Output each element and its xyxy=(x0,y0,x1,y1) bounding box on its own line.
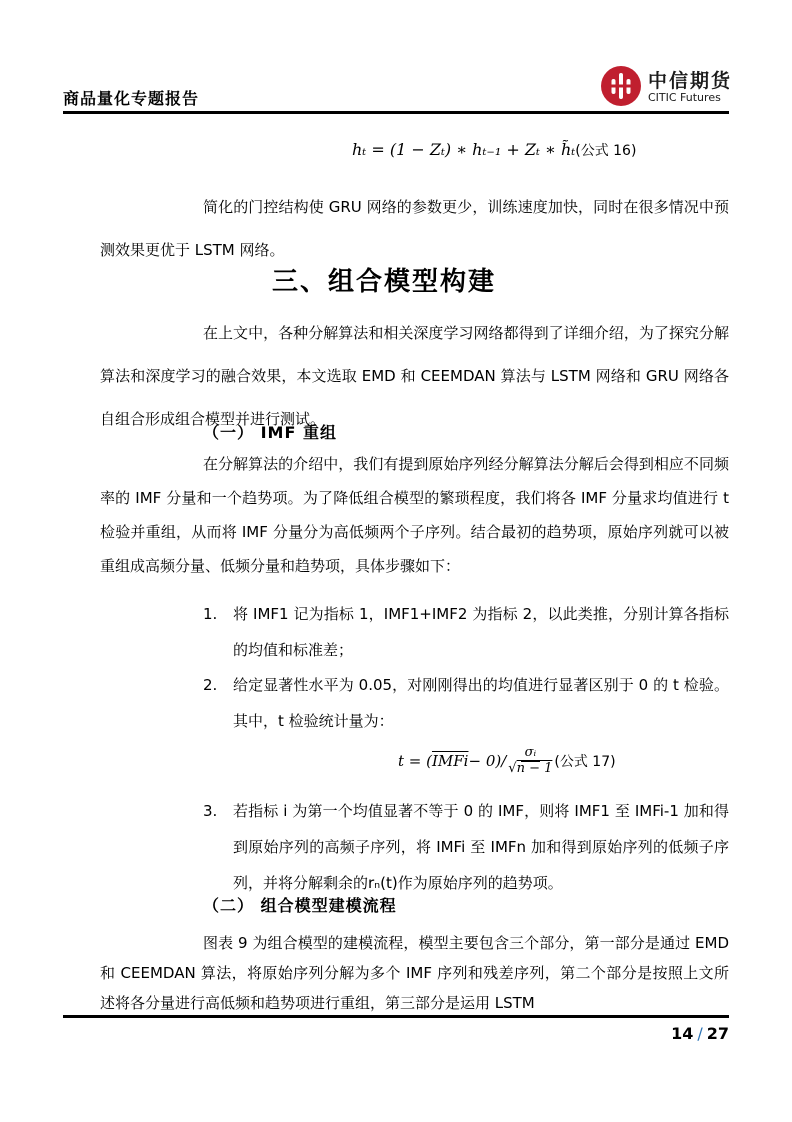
subsection-heading-modeling-flow: （二） 组合模型建模流程 xyxy=(203,896,397,915)
formula-17-imf-mean: IMFi xyxy=(431,752,469,771)
formula-17-mid: − 0)/ xyxy=(468,752,507,771)
list-item-3-text: 若指标 i 为第一个均值显著不等于 0 的 IMF，则将 IMF1 至 IMFi-1 加和得到原始序列的高频子序列，将 IMFi 至 IMFn 加和得到原始序列的低频子序列，并将分解剩余的rₙ(t)作为原始序列的趋势项。 xyxy=(233,802,729,892)
list-item-1-number: 1. xyxy=(203,605,218,623)
formula-17-lhs: t = ( xyxy=(398,752,432,771)
list-item-1 xyxy=(203,596,729,668)
formula-17 xyxy=(398,746,616,777)
citic-logo-icon xyxy=(599,64,643,112)
page-number xyxy=(671,1024,729,1043)
formula-17-fraction xyxy=(507,746,553,777)
list-item-3 xyxy=(203,793,729,901)
formula-16 xyxy=(352,140,636,160)
formula-17-tag: (公式 17) xyxy=(554,754,616,771)
paragraph-gru-summary: 简化的门控结构使 GRU 网络的参数更少，训练速度加快，同时在很多情况中预测效果更优于 LSTM 网络。 xyxy=(100,198,729,259)
radical-sign: √ xyxy=(508,760,517,776)
paragraph-model-intro: 在上文中，各种分解算法和相关深度学习网络都得到了详细介绍，为了探究分解算法和深度学习的融合效果，本文选取 EMD 和 CEEMDAN 算法与 LSTM 网络和 GRU 网络各自组合形成组合模型并进行测试。 xyxy=(100,324,729,428)
citic-futures-logo xyxy=(599,64,732,112)
list-item-1-text: 将 IMF1 记为指标 1，IMF1+IMF2 为指标 2，以此类推，分别计算各指标的均值和标准差； xyxy=(233,605,729,659)
logo-english-name: CITIC Futures xyxy=(647,91,721,105)
paragraph-modeling-flow: 图表 9 为组合模型的建模流程，模型主要包含三个部分，第一部分是通过 EMD 和 CEEMDAN 算法，将原始序列分解为多个 IMF 序列和残差序列，第二个部分是按照上文所述将各分量进行高低频和趋势项进行重组，第三部分是运用 LSTM xyxy=(100,934,729,1012)
list-item-3-number: 3. xyxy=(203,802,218,820)
current-page: 14 xyxy=(671,1024,694,1043)
paragraph-imf-regroup: 在分解算法的介绍中，我们有提到原始序列经分解算法分解后会得到相应不同频率的 IMF 分量和一个趋势项。为了降低组合模型的繁琐程度，我们将各 IMF 分量求均值进行 t 检验并重组，从而将 IMF 分量分为高低频两个子序列。结合最初的趋势项，原始序列就可以被重组成高频分量、低频分量和趋势项，具体步骤如下： xyxy=(100,455,729,575)
formula-16-body: hₜ = (1 − Zₜ) ∗ hₜ₋₁ + Zₜ ∗ h̃ₜ xyxy=(352,140,576,159)
report-type-title: 商品量化专题报告 xyxy=(63,89,200,108)
radicand: n − 1 xyxy=(516,760,553,776)
list-item-2 xyxy=(203,667,729,739)
list-item-2-text: 给定显著性水平为 0.05，对刚刚得出的均值进行显著区别于 0 的 t 检验。其中，t 检验统计量为： xyxy=(233,676,729,730)
list-item-2-number: 2. xyxy=(203,676,218,694)
page-separator: / xyxy=(697,1024,703,1043)
formula-17-numerator: σᵢ xyxy=(521,746,541,762)
footer-divider xyxy=(63,1015,729,1018)
formula-16-tag: (公式 16) xyxy=(575,143,637,159)
section-heading-3: 三、组合模型构建 xyxy=(272,267,497,297)
subsection-heading-imf-regroup: （一） IMF 重组 xyxy=(203,423,337,442)
total-pages: 27 xyxy=(706,1024,729,1043)
formula-17-denominator xyxy=(507,762,553,777)
logo-chinese-name: 中信期货 xyxy=(647,70,732,93)
header-divider xyxy=(63,111,729,114)
